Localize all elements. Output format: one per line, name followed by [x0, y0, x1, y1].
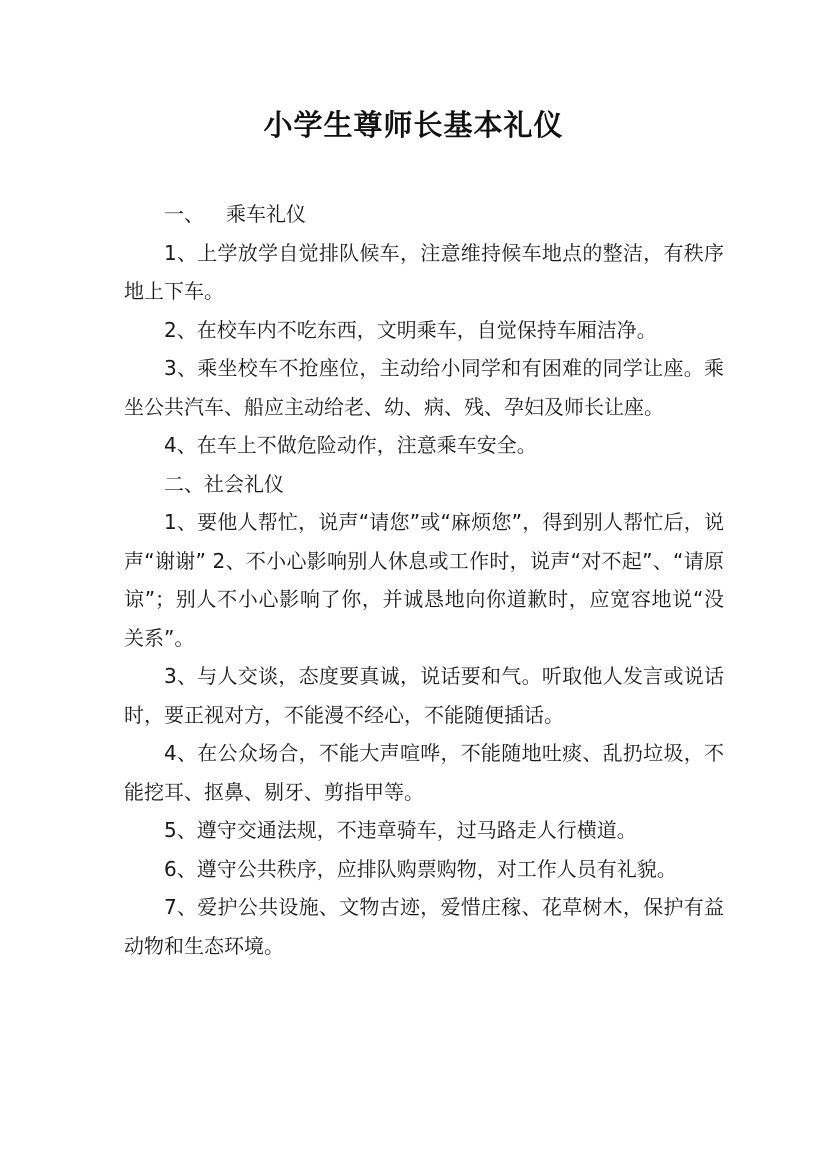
page-title: 小学生尊师长基本礼仪: [263, 108, 564, 142]
section-title: 乘车礼仪: [226, 202, 306, 226]
section-heading-2: [124, 465, 724, 504]
paragraph: 1、上学放学自觉排队候车，注意维持候车地点的整洁，有秩序地上下车。: [124, 240, 724, 303]
section-number: 二、: [164, 471, 204, 496]
paragraph: 3、与人交谈，态度要真诚，说话要和气。听取他人发言或说话时，要正视对方，不能漫不经心，不能随便插话。: [124, 664, 724, 727]
paragraph: 4、在公众场合，不能大声喧哗，不能随地吐痰、乱扔垃圾，不能挖耳、抠鼻、剔牙、剪指甲等。: [124, 741, 724, 804]
paragraph: 2、在校车内不吃东西，文明乘车，自觉保持车厢洁净。: [164, 317, 657, 342]
section-heading-1: [124, 195, 724, 234]
paragraph: 1、要他人帮忙，说声“请您”或“麻烦您”，得到别人帮忙后，说声“谢谢” 2、不小心影响别人休息或工作时，说声“对不起”、“请原谅”；别人不小心影响了你，并诚恳地向你道歉时，应宽容地说“没关系”。: [124, 510, 724, 650]
section-number: 一、: [164, 202, 204, 226]
paragraph: 4、在车上不做危险动作，注意乘车安全。: [164, 433, 537, 457]
paragraph: 5、遵守交通法规，不违章骑车，过马路走人行横道。: [164, 818, 637, 842]
paragraph: 7、爱护公共设施、文物古迹，爱惜庄稼、花草树木，保护有益动物和生态环境。: [124, 895, 724, 958]
paragraph: 6、遵守公共秩序，应排队购票购物，对工作人员有礼貌。: [164, 856, 677, 881]
paragraph: 3、乘坐校车不抢座位，主动给小同学和有困难的同学让座。乘坐公共汽车、船应主动给老、幼、病、残、孕妇及师长让座。: [124, 356, 724, 419]
section-title: 社会礼仪: [204, 471, 284, 496]
document-body: [124, 195, 724, 965]
